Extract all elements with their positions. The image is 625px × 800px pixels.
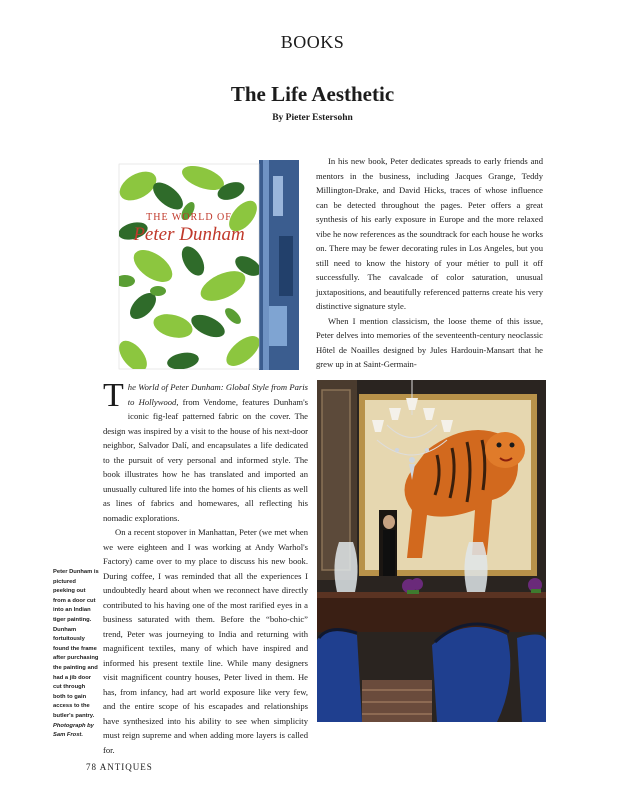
page-footer xyxy=(86,762,153,772)
book-title-italic: he World of Peter Dunham: Global Style from Paris to Hollywood xyxy=(127,382,308,407)
book-cover-image xyxy=(113,156,303,373)
left-column-text xyxy=(103,377,308,757)
book-cover-title-line2: Peter Dunham xyxy=(133,224,245,245)
article-byline: By Pieter Estersohn xyxy=(272,113,353,123)
drop-cap: T xyxy=(103,377,124,414)
magazine-name: ANTIQUES xyxy=(99,762,153,772)
paragraph xyxy=(103,377,308,525)
paragraph-text: , from Vendome, features Dunham's iconic fig-leaf patterned fabric on the cover. The design was inspired by a visit to the house of his next-door neighbor, Salvador Dalí, and encapsulates a life dedicated to the pursuit of very personal and informed style. The book illustrates how he has translated and imported an unusually cultured life into the homes of his clients as well as lines of fabrics and homewares, all reflecting his nomadic explorations. xyxy=(103,396,308,523)
paragraph: When I mention classicism, the loose theme of this issue, Peter delves into memories of the seventeenth-century neoclassic Hôtel de Noailles designed by Jules Hardouin-Mansart that he grew up in at Saint-Germain- xyxy=(316,315,543,369)
caption-text: Peter Dunham is pictured peeking out from a door cut into an Indian tiger painting. Dunham fortuitously found the frame after purchasing the painting and had a jib door cut through both to gain access to the butler's pantry. xyxy=(53,569,99,719)
page-number: 78 xyxy=(86,762,97,772)
right-column-text xyxy=(316,154,543,372)
paragraph: In his new book, Peter dedicates spreads to early friends and mentors in the business, including Jacques Grange, Teddy Millington-Drake, and David Hicks, traces of whose influence can be detected throughout the pages. Peter offers a great synthesis of his early exposure in Europe and the more relaxed vibe he now references as the soundtrack for each house he works on. There may be fewer decorating rules in Los Angeles, but you still need to know the history of your métier to pull it off successfully. The cavalcade of color saturation, unusual juxtapositions, and beautifully referenced patterns create his very distinctive signature style. xyxy=(316,156,543,311)
photo-credit: Photograph by Sam Frost. xyxy=(53,722,94,739)
interior-photograph xyxy=(317,380,546,722)
section-heading: BOOKS xyxy=(280,32,345,52)
article-title: The Life Aesthetic xyxy=(230,82,395,106)
photo-caption xyxy=(53,568,99,741)
paragraph: On a recent stopover in Manhattan, Peter (we met when we were eighteen and I was working at Andy Warhol's Factory) came over to my place to discuss his new book. During coffee, I was reminded that all the experiences I undoubtedly heard about when we reconnect have directly contributed to his having one of the most rarified eyes in a business saturated with them. Before the “boho-chic” trend, Peter was journeying to India and returning with magnificent textiles, many of which have inspired and informed his present textile line. While many designers visit magnificent country houses, Peter lived in them. He has, from infancy, had art world exposure like very few, and the entire scope of his escapades and relationships have synthesized into his ability to see when simplicity must reign supreme and when adding more layers is called for. xyxy=(103,527,308,755)
book-cover-title-line1: THE WORLD OF xyxy=(146,212,232,223)
